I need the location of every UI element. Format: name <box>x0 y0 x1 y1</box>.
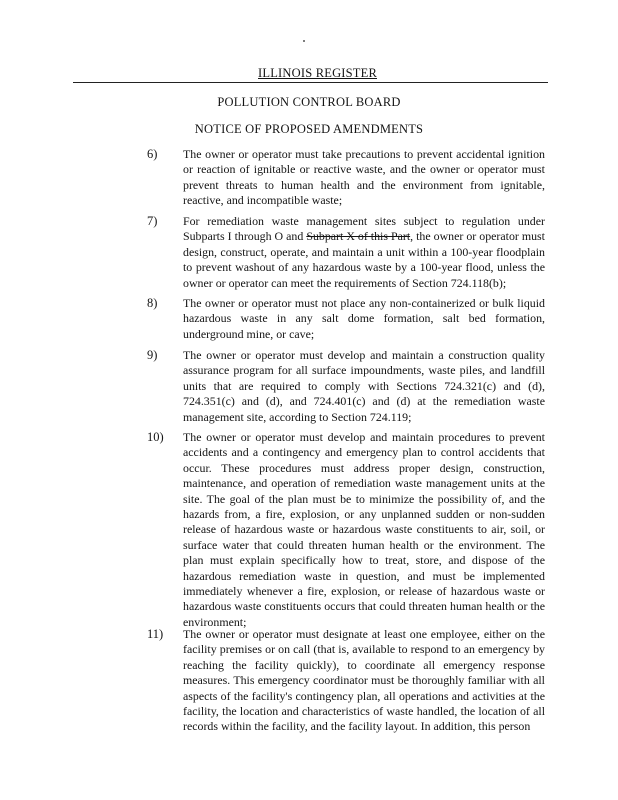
item-number: 11) <box>147 627 164 641</box>
board-title: POLLUTION CONTROL BOARD <box>217 95 401 109</box>
item-text-before: For remediation waste management sites subject to regulation under Subparts I through O and <box>183 214 545 244</box>
item-number: 10) <box>147 430 164 444</box>
scan-speck <box>303 40 305 42</box>
item-text: The owner or operator must designate at least one employee, either on the facility premises or on call (that is, available to respond to an emergency by reaching the facility quickly), to coordinate all emergency response measures. This emergency coordinator must be thoroughly familiar with all aspects of the facility's contingency plan, all operations and activities at the facility, the location and characteristics of waste handled, the location of all records within the facility, and the facility layout. In addition, this person <box>183 627 545 734</box>
header-rule <box>73 82 548 83</box>
item-text-after: , the owner or operator must design, construct, operate, and maintain a unit within a 100-year floodplain to prevent washout of any hazardous waste by a 100-year flood, unless the owner or operator can meet the requirements of Section 724.118(b); <box>183 229 545 290</box>
item-text: The owner or operator must not place any non-containerized or bulk liquid hazardous waste in any salt dome formation, salt bed formation, underground mine, or cave; <box>183 296 545 341</box>
item-text <box>183 214 545 291</box>
item-text: The owner or operator must develop and maintain procedures to prevent accidents and a contingency and emergency plan to control accidents that occur. These procedures must address proper design, construction, maintenance, and operation of remediation waste management units at the site. The goal of the plan must be to minimize the possibility of, and the hazards from, a fire, explosion, or any unplanned sudden or non-sudden release of hazardous waste or hazardous waste constituents to air, soil, or surface water that could threaten human health or the environment. The plan must explain specifically how to treat, store, and dispose of the hazardous remediation waste in question, and must be implemented immediately whenever a fire, explosion, or release of hazardous waste or hazardous waste constituents occurs that could threaten human health or the environment; <box>183 430 545 629</box>
item-text: The owner or operator must take precautions to prevent accidental ignition or reaction of ignitable or reactive waste, and the owner or operator must prevent threats to human health and the environment from ignitable, reactive, and incompatible waste; <box>183 147 545 208</box>
item-number: 9) <box>147 348 158 362</box>
item-number: 7) <box>147 214 158 228</box>
register-title: ILLINOIS REGISTER <box>258 66 378 80</box>
item-text: The owner or operator must develop and maintain a construction quality assurance program for all surface impoundments, waste piles, and landfill units that are required to comply with Sections 724.321(c) and (d), 724.351(c) and (d), and 724.401(c) and (d) at the remediation waste management site, according to Section 724.119; <box>183 348 545 424</box>
item-number: 8) <box>147 296 158 310</box>
item-number: 6) <box>147 147 158 161</box>
notice-title: NOTICE OF PROPOSED AMENDMENTS <box>194 122 424 136</box>
struck-text: Subpart X of this Part <box>306 229 411 244</box>
